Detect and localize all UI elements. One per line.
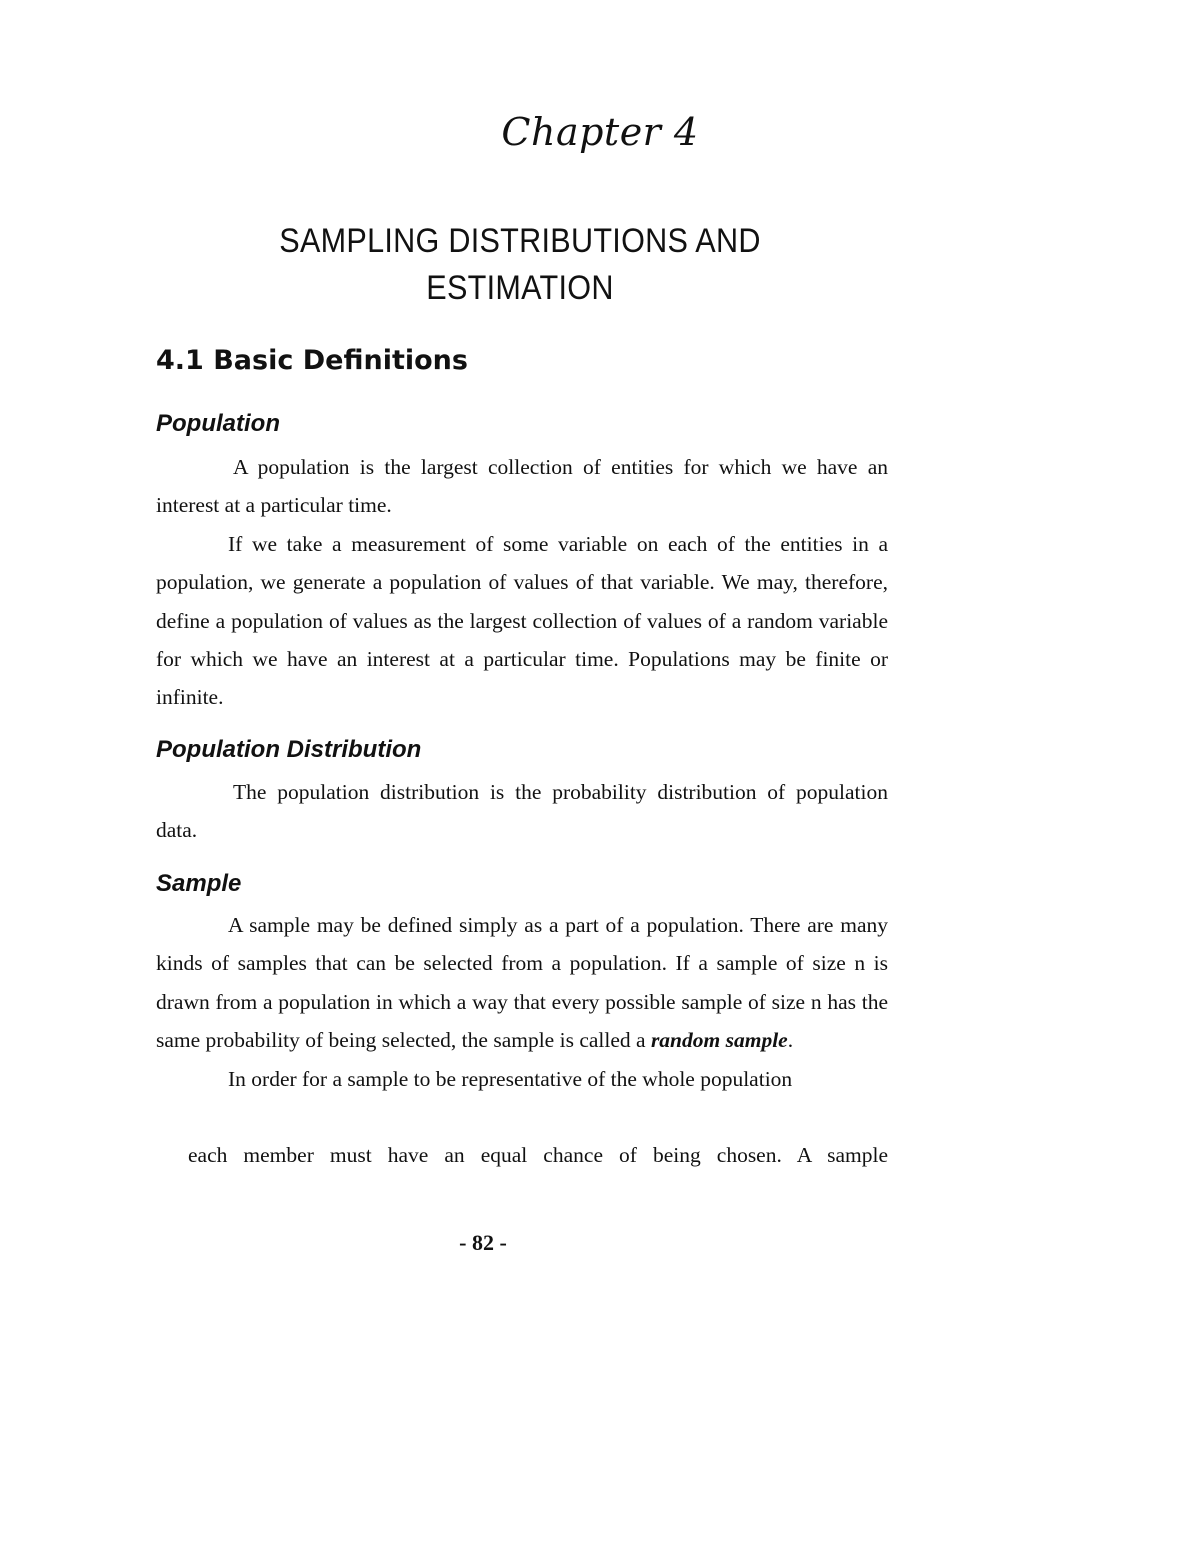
chapter-title [52,218,988,312]
sample-paragraph-2-line-2: each member must have an equal chance of being chosen. A sample [188,1143,888,1167]
chapter-title-line-2: ESTIMATION [426,269,614,307]
population-paragraph-1: A population is the largest collection of entities for which we have an interest at a particular time. [156,455,888,518]
sample-paragraph-1-text: A sample may be defined simply as a part of a population. There are many kinds of samples that can be selected from a population. If a sample of size n is drawn from a population in which a way that every possible sample of size n has the same probability of being selected, the sample is called a [156,913,888,1053]
population-heading: Population [156,410,280,437]
population-distribution-paragraph: The population distribution is the probability distribution of population data. [156,780,888,843]
population-body [156,448,888,717]
chapter-heading: Chapter 4 [501,110,699,154]
page-number: - 82 - [459,1230,507,1255]
population-distribution-heading: Population Distribution [156,736,422,763]
sample-paragraph-1-end: . [787,1028,794,1053]
sample-body [156,906,888,1098]
random-sample-term: random sample [650,1028,788,1053]
section-heading: 4.1 Basic Definitions [156,345,468,376]
sample-paragraph-1 [156,906,888,1060]
sample-paragraph-2-line-1: In order for a sample to be representative of the whole population [228,1066,793,1091]
population-distribution-body [156,773,888,850]
sample-heading: Sample [156,870,242,897]
chapter-title-line-1: SAMPLING DISTRIBUTIONS AND [279,222,761,260]
population-paragraph-2: If we take a measurement of some variable on each of the entities in a population, we generate a population of values of that variable. We may, therefore, define a population of values as the largest collection of values of a random variable for which we have an interest at a particular time. Populations may be finite or infinite. [156,531,888,710]
